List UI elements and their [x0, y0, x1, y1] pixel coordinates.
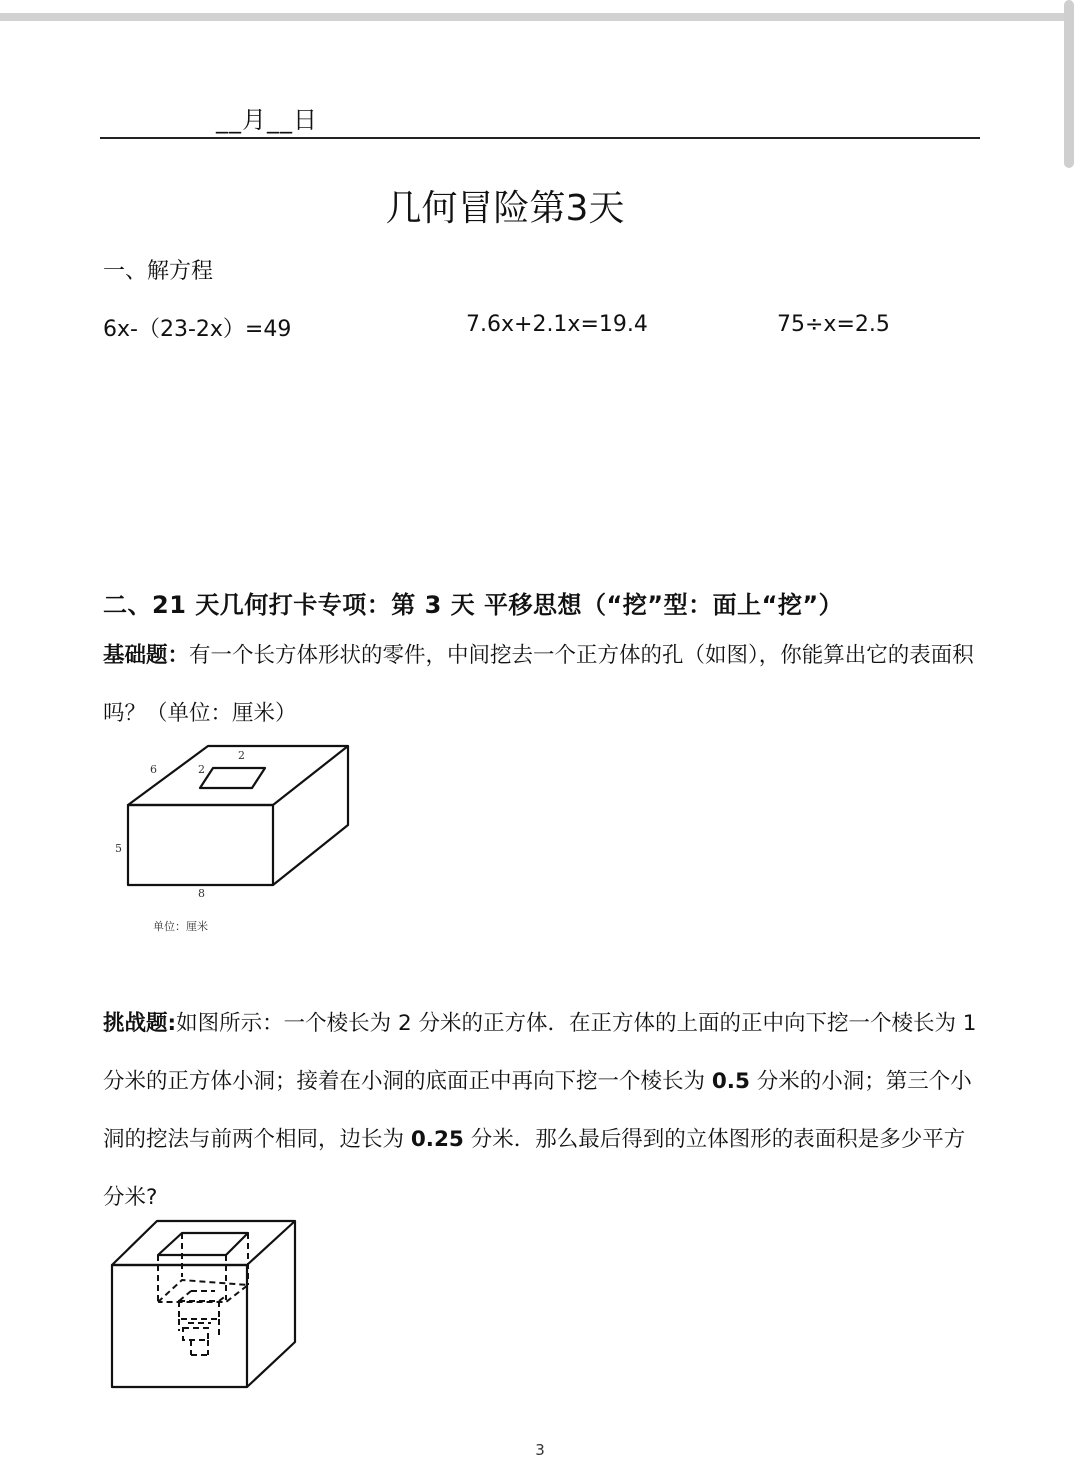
top-bar: [0, 13, 1064, 21]
label-depth: 6: [150, 763, 157, 776]
figure1-caption: 单位：厘米: [153, 920, 208, 933]
challenge-label: 挑战题:: [103, 1011, 177, 1036]
page-title: 几何冒险第3天: [385, 188, 625, 229]
date-line: __月__日: [216, 106, 318, 134]
basic-text: 有一个长方体形状的零件，中间挖去一个正方体的孔（如图），你能算出它的表面积吗？（单位：厘米）: [103, 643, 974, 726]
challenge-text-1: 如图所示：一个棱长为 2 分米的正方体．在正方体的上面的正中向下挖一个棱长为 1 分米的正方体小洞；接着在小洞的底面正中再向下挖一个棱长为: [103, 1011, 977, 1094]
label-hole-side: 2: [198, 763, 205, 776]
challenge-value-1: 0.5: [711, 1069, 750, 1094]
equation-2: 7.6x+2.1x=19.4: [466, 312, 648, 337]
basic-question: [103, 627, 983, 743]
section1-title: 一、解方程: [103, 259, 214, 284]
label-length: 8: [198, 887, 205, 900]
basic-label: 基础题：: [103, 643, 190, 668]
challenge-text-2: 分米的小洞；第三个小洞的挖法与前两个相同，边长为: [103, 1069, 972, 1152]
label-hole-top: 2: [238, 749, 245, 762]
cube-figure: [105, 1215, 305, 1395]
page-number: 3: [535, 1441, 545, 1459]
challenge-value-2: 0.25: [410, 1127, 464, 1152]
equation-3: 75÷x=2.5: [777, 312, 890, 337]
scrollbar[interactable]: [1064, 0, 1074, 168]
challenge-text-3: 分米．那么最后得到的立体图形的表面积是多少平方分米?: [103, 1127, 966, 1210]
challenge-question: [103, 995, 983, 1227]
cuboid-figure: [110, 740, 360, 940]
equation-1: 6x-（23-2x）=49: [103, 317, 292, 342]
header-rule: [100, 137, 980, 139]
label-height: 5: [115, 842, 122, 855]
section2-title: 二、21 天几何打卡专项：第 3 天 平移思想（“挖”型：面上“挖”）: [103, 591, 844, 619]
